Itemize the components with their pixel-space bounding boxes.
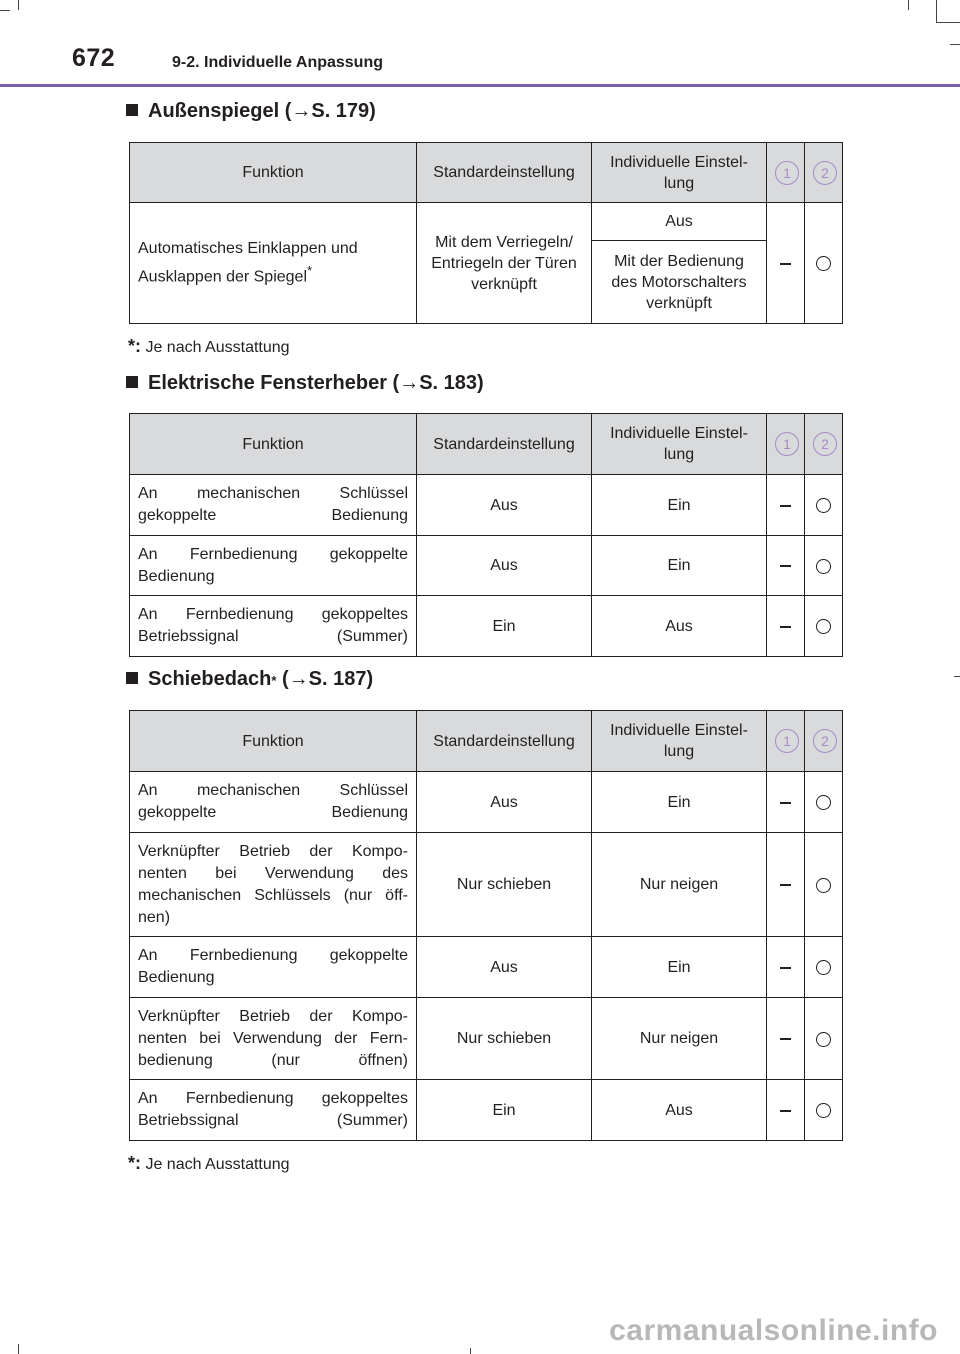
dash-mark-icon [780,505,791,507]
cell-mark-1 [767,203,805,324]
cell-mark-1 [767,833,805,937]
cell-individuell: Nur neigen [592,998,767,1080]
dash-mark-icon [780,967,791,969]
cell-funktion: An Fernbedienung gekoppeltes Betriebssignal (Summer) [130,1080,417,1141]
page-number: 672 [72,44,116,72]
circle-mark-icon [816,878,831,893]
cell-individuell: Ein [592,937,767,998]
dash-mark-icon [780,1038,791,1040]
circled-number-2-icon: 2 [813,729,837,753]
table-row [130,833,843,937]
cell-individuell: Aus [592,596,767,657]
column-header-line: Individuelle Einstel- [610,153,748,171]
column-header-line: Individuelle Einstel- [610,425,748,442]
section-title-fensterheber [126,372,484,395]
section-title-text: Außenspiegel (→S. 179) [148,100,376,122]
cell-mark-2 [805,772,843,833]
cell-mark-1 [767,536,805,596]
circled-number-1-icon: 1 [775,432,799,456]
cell-mark-1 [767,937,805,998]
cell-standard: Ein [417,1080,592,1141]
circled-number-1-icon: 1 [775,729,799,753]
circle-mark-icon [816,960,831,975]
circled-number-1-icon: 1 [775,161,799,185]
column-header-standard: Standardeinstellung [417,414,592,475]
dash-mark-icon [780,263,791,265]
crop-mark [950,44,960,45]
cell-funktion: An Fernbedienung gekoppeltes Betriebssignal (Summer) [130,596,417,657]
column-header-1 [767,143,805,203]
footnote-text: Je nach Ausstattung [145,1156,290,1173]
cell-standard: Aus [417,475,592,536]
cell-individuell: Ein [592,536,767,596]
cell-standard: Aus [417,937,592,998]
square-bullet-icon [126,376,138,388]
watermark[interactable]: carmanualsonline.info [609,1314,938,1347]
footnote-asterisk: *: [128,1153,141,1173]
cell-option: Aus [592,203,767,241]
square-bullet-icon [126,104,138,116]
cell-mark-2 [805,596,843,657]
dash-mark-icon [780,884,791,886]
column-header-individuell [592,143,767,203]
column-header-standard: Standardeinstellung [417,143,592,203]
title-asterisk: * [271,673,277,688]
crop-mark [936,0,937,22]
column-header-line: lung [663,174,695,192]
circle-mark-icon [816,256,831,271]
section-title-aussenspiegel [126,100,376,123]
cell-mark-2 [805,998,843,1080]
circle-mark-icon [816,795,831,810]
table-fensterheber [129,413,843,657]
table-row [130,998,843,1080]
table-row [130,772,843,833]
crop-mark [908,0,909,10]
column-header-individuell [592,414,767,475]
column-header-2 [805,711,843,772]
cell-standard: Ein [417,596,592,657]
column-header-individuell [592,711,767,772]
table-row [130,1080,843,1141]
circle-mark-icon [816,498,831,513]
square-bullet-icon [126,672,138,684]
table-row [130,937,843,998]
circled-number-2-icon: 2 [813,432,837,456]
funktion-line: Automatisches Einklappen und [138,239,358,257]
cell-individuell: Aus [592,1080,767,1141]
cell-mark-1 [767,772,805,833]
table-row [130,536,843,596]
cell-standard: Mit dem Verriegeln/ Entriegeln der Türen verknüpft [417,203,592,324]
column-header-standard: Standardeinstellung [417,711,592,772]
footnote-asterisk: * [307,262,313,278]
crop-mark [0,10,10,11]
crop-mark [18,1344,19,1354]
cell-mark-1 [767,998,805,1080]
table-schiebedach [129,710,843,1141]
cell-funktion: An Fernbedienung gekoppelte Bedienung [130,937,417,998]
cell-funktion: An mechanischen Schlüssel gekoppelte Bedienung [130,772,417,833]
crop-mark [18,0,19,10]
header-rule [0,84,960,87]
cell-funktion: An Fernbedienung gekoppelte Bedienung [130,536,417,596]
footnote [128,336,290,357]
cell-standard: Aus [417,772,592,833]
cell-mark-1 [767,475,805,536]
dash-mark-icon [780,626,791,628]
table-row [130,203,843,241]
dash-mark-icon [780,1110,791,1112]
cell-mark-2 [805,475,843,536]
chapter-title: 9-2. Individuelle Anpassung [172,54,383,71]
cell-mark-2 [805,536,843,596]
cell-standard: Aus [417,536,592,596]
circled-number-2-icon: 2 [813,161,837,185]
cell-individuell: Ein [592,772,767,833]
cell-mark-1 [767,1080,805,1141]
column-header-funktion: Funktion [130,414,417,475]
column-header-line: lung [663,743,695,760]
section-title-text: Schiebedach [148,668,272,690]
cell-funktion [130,203,417,324]
cell-funktion: Verknüpfter Betrieb der Kompo-nenten bei Verwendung der Fern-bedienung (nur öffnen) [130,998,417,1080]
cell-mark-2 [805,937,843,998]
cell-standard: Nur schieben [417,998,592,1080]
column-header-2 [805,143,843,203]
table-header-row [130,143,843,203]
table-row [130,596,843,657]
circle-mark-icon [816,1103,831,1118]
dash-mark-icon [780,802,791,804]
column-header-1 [767,414,805,475]
cell-funktion: Verknüpfter Betrieb der Kompo-nenten bei Verwendung des mechanischen Schlüssels (nur öff-nen) [130,833,417,937]
dash-mark-icon [780,565,791,567]
crop-mark [936,22,960,23]
cell-option: Mit der Bedienung des Motorschalters verknüpft [592,241,767,324]
column-header-funktion: Funktion [130,711,417,772]
cell-standard: Nur schieben [417,833,592,937]
column-header-1 [767,711,805,772]
circle-mark-icon [816,619,831,634]
table-aussenspiegel [129,142,843,324]
cell-individuell: Nur neigen [592,833,767,937]
section-title-schiebedach [126,668,373,691]
cell-mark-2 [805,833,843,937]
cell-mark-1 [767,596,805,657]
table-row [130,475,843,536]
crop-mark [954,676,960,677]
column-header-line: Individuelle Einstel- [610,722,748,739]
column-header-2 [805,414,843,475]
footnote [128,1153,290,1174]
footnote-asterisk: *: [128,336,141,356]
column-header-funktion: Funktion [130,143,417,203]
cell-individuell: Ein [592,475,767,536]
circle-mark-icon [816,559,831,574]
cell-mark-2 [805,203,843,324]
section-title-text: Elektrische Fensterheber (→S. 183) [148,372,484,394]
section-title-ref: (→S. 187) [282,668,374,690]
table-header-row [130,414,843,475]
column-header-line: lung [663,446,695,463]
circle-mark-icon [816,1032,831,1047]
crop-mark [470,1348,471,1354]
cell-funktion: An mechanischen Schlüssel gekoppelte Bedienung [130,475,417,536]
funktion-line: Ausklappen der Spiegel [138,268,308,286]
cell-mark-2 [805,1080,843,1141]
table-header-row [130,711,843,772]
footnote-text: Je nach Ausstattung [145,339,290,356]
